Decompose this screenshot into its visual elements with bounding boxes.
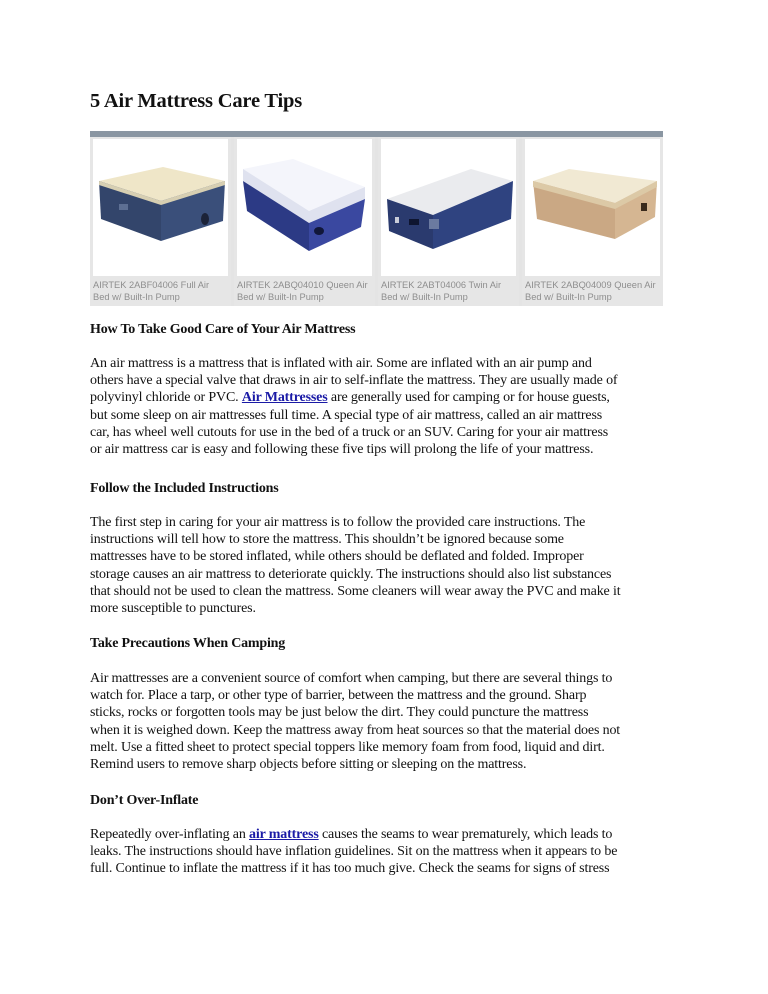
section-paragraph: The first step in caring for your air mattress is to follow the provided care instructions. The instructions will tell how to store the mattress. This shouldn’t be ignored because some mattresses have to be stored inflated, while others should be deflated and folded. Improper storage causes an air mattress to deteriorate quickly. The instructions should also list substances that should not be used to clean the mattress. Some cleaners will wear away the PVC and make it more susceptible to punctures. bbox=[90, 515, 621, 617]
page-title: 5 Air Mattress Care Tips bbox=[90, 90, 302, 112]
section-heading: Take Precautions When Camping bbox=[90, 636, 286, 651]
product-image-twin-air-bed[interactable] bbox=[381, 139, 516, 276]
section-heading: Follow the Included Instructions bbox=[90, 481, 279, 496]
product-caption: AIRTEK 2ABQ04010 Queen Air Bed w/ Built-In Pump bbox=[237, 280, 368, 302]
section-paragraph: An air mattress is a mattress that is inflated with air. Some are inflated with an air pump and others have a special valve that draws in air to self-inflate the mattress. They are usually made of polyvinyl chloride or PVC. Air Mattresses are generally used for camping or for house guests, but some sleep on air mattresses full time. A special type of air mattress, called an air mattress car, has wheel well cutouts for use in the bed of a truck or an SUV. Caring for your air mattress or air mattress car is easy and following these five tips will prolong the life of your mattress. bbox=[90, 356, 618, 458]
section-paragraph: Air mattresses are a convenient source of comfort when camping, but there are several things to watch for. Place a tarp, or other type of barrier, between the mattress and the ground. Sharp sticks, rocks or forgotten tools may be just below the dirt. They could puncture the mattress when it is weighed down. Keep the mattress away from heat sources so that the material does not melt. Use a fitted sheet to protect special toppers like memory foam from food, liquid and dirt. Remind users to remove sharp objects before sitting or sleeping on the mattress. bbox=[90, 671, 621, 773]
gallery-item[interactable] bbox=[378, 137, 519, 306]
section-heading: Don’t Over-Inflate bbox=[90, 793, 199, 808]
product-caption: AIRTEK 2ABF04006 Full Air Bed w/ Built-In Pump bbox=[93, 280, 210, 302]
section-heading: How To Take Good Care of Your Air Mattress bbox=[90, 322, 356, 337]
product-image-queen-air-bed-tan[interactable] bbox=[525, 139, 660, 276]
product-image-full-air-bed[interactable] bbox=[93, 139, 228, 276]
product-caption: AIRTEK 2ABT04006 Twin Air Bed w/ Built-In Pump bbox=[381, 280, 502, 302]
gallery-item[interactable] bbox=[522, 137, 663, 306]
air-mattresses-link[interactable]: Air Mattresses bbox=[241, 390, 328, 406]
gallery-item[interactable] bbox=[90, 137, 231, 306]
product-image-queen-air-bed[interactable] bbox=[237, 139, 372, 276]
product-gallery bbox=[90, 131, 663, 306]
gallery-item[interactable] bbox=[234, 137, 375, 306]
section-paragraph: Repeatedly over-inflating an air mattress causes the seams to wear prematurely, which leads to leaks. The instructions should have inflation guidelines. Sit on the mattress when it appears to be full. Continue to inflate the mattress if it has too much give. Check the seams for signs of stress bbox=[90, 827, 618, 877]
product-caption: AIRTEK 2ABQ04009 Queen Air Bed w/ Built-In Pump bbox=[525, 280, 656, 302]
air-mattress-link[interactable]: air mattress bbox=[249, 827, 319, 842]
